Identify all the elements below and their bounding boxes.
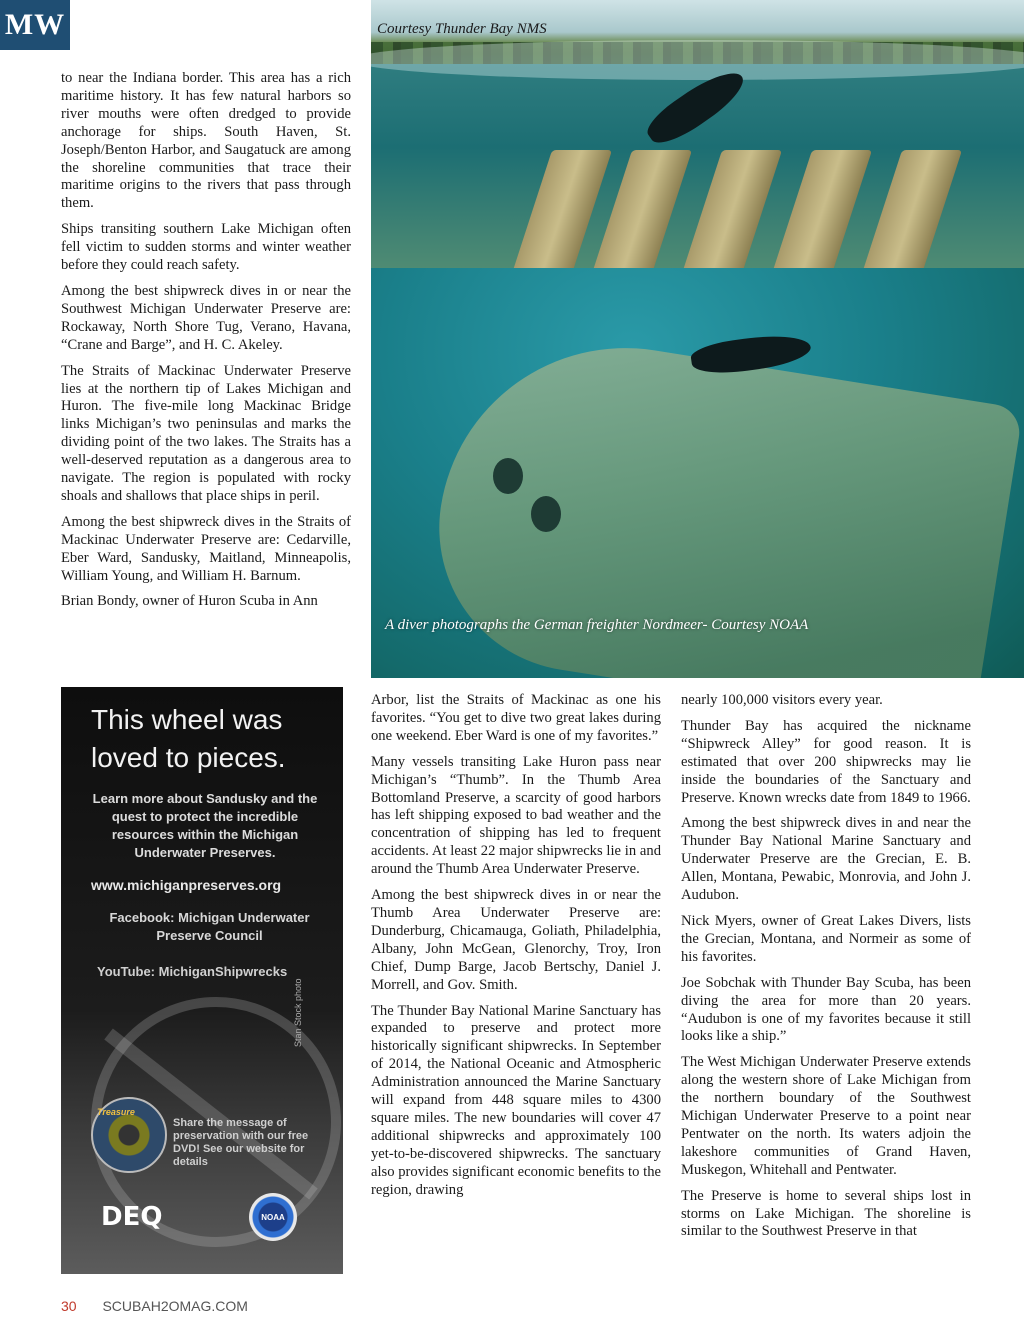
ad-photo-credit: Stan Stock photo bbox=[293, 978, 303, 1047]
page-footer bbox=[61, 1298, 248, 1314]
wreck-timber bbox=[680, 150, 782, 268]
photo-credit-top: Courtesy Thunder Bay NMS bbox=[377, 21, 547, 37]
wreck-timber bbox=[510, 150, 612, 268]
wreck-timber bbox=[860, 150, 962, 268]
photo-top-shipwreck-shallow bbox=[371, 0, 1024, 268]
paragraph: Among the best shipwreck dives in the Straits of Mackinac Underwater Preserve are: Cedarville, Eber Ward, Sandusky, Maitland, Minneapolis, William Young, and William H. Barnum. bbox=[61, 513, 351, 584]
paragraph: Ships transiting southern Lake Michigan often fell victim to sudden storms and winter weather before they could reach safety. bbox=[61, 221, 351, 274]
paragraph: Thunder Bay has acquired the nickname “Shipwreck Alley” for good reason. It is estimated that over 200 shipwrecks may lie inside the boundaries of the Sanctuary and Preserve. Known wrecks date from 1849 to 1966. bbox=[681, 717, 971, 806]
ad-website-link[interactable]: www.michiganpreserves.org bbox=[91, 877, 282, 893]
paragraph: nearly 100,000 visitors every year. bbox=[681, 692, 883, 708]
paragraph: to near the Indiana border. This area has a rich maritime history. It has few natural harbors so river mouths were often dredged to provide anchorage for ships. South Haven, St. Joseph/Benton Harbor, and Saugatuck are among the shoreline communities that trace their maritime origins to the rivers that pass through them. bbox=[61, 70, 351, 212]
page-number: 30 bbox=[61, 1298, 77, 1314]
waterline bbox=[371, 40, 1024, 80]
dvd-label: Treasure bbox=[97, 1107, 135, 1117]
article-column-middle bbox=[371, 692, 661, 1207]
paragraph: Among the best shipwreck dives in or near the Thumb Area Underwater Preserve are: Dunderburg, Chicamauga, Goliath, Philadelphia, Albany, John McGean, Glenorchy, Troy, Iron Chief, Dump Barge, Jacob Bertschy, Daniel J. Morrell, and Gov. Smith. bbox=[371, 887, 661, 993]
article-column-right bbox=[681, 692, 971, 1249]
paragraph: Brian Bondy, owner of Huron Scuba in Ann bbox=[61, 593, 318, 610]
advertisement-michigan-preserves[interactable] bbox=[61, 687, 343, 1274]
paragraph: The Preserve is home to several ships lost in storms on Lake Michigan. The shoreline is similar to the Southwest Preserve in that bbox=[681, 1187, 971, 1240]
paragraph: Many vessels transiting Lake Huron pass near Michigan’s “Thumb”. In the Thumb Area Bottomland Preserve, a scarcity of good harbors has left shipping exposed to bad weather and the concentration of shipping has led to frequent accidents. At least 22 major shipwrecks lie in and around the Thumb Area Underwater Preserve. bbox=[371, 753, 661, 878]
ad-share-text: Share the message of preservation with our free DVD! See our website for details bbox=[173, 1117, 309, 1168]
ad-facebook-text: Facebook: Michigan Underwater Preserve Council bbox=[109, 910, 310, 943]
wreck-timber bbox=[770, 150, 872, 268]
paragraph: The Straits of Mackinac Underwater Preserve lies at the northern tip of Lakes Michigan and Huron. The five-mile long Mackinac Bridge links Michigan’s two peninsulas and marks the dividing point of the two lakes. The Straits has a well-deserved reputation as a dangerous area to navigate. The region is populated with rocky shoals and shallows that place ships in peril. bbox=[61, 362, 351, 504]
paragraph: Arbor, list the Straits of Mackinac as one his favorites. “You get to dive two great lakes during one weekend. Eber Ward is one of my favorites.” bbox=[371, 692, 661, 744]
porthole bbox=[531, 496, 561, 532]
paragraph: Among the best shipwreck dives in or near the Southwest Michigan Underwater Preserve are: Rockaway, North Shore Tug, Verano, Havana, “Crane and Barge”, and H. C. Akeley. bbox=[61, 282, 351, 353]
site-name: SCUBAH2OMAG.COM bbox=[102, 1298, 248, 1314]
porthole bbox=[493, 458, 523, 494]
ad-youtube-text: YouTube: MichiganShipwrecks bbox=[97, 964, 288, 979]
ad-body-text: Learn more about Sandusky and the quest to protect the incredible resources within the Michigan Underwater Preserves. bbox=[92, 791, 318, 860]
deq-logo: DEQ bbox=[101, 1202, 163, 1232]
paragraph: Among the best shipwreck dives in and near the Thunder Bay National Marine Sanctuary and Underwater Preserve are the Grecian, E. B. Allen, Montana, Pewabic, Monrovia, and John J. Audubon. bbox=[681, 815, 971, 904]
paragraph: Joe Sobchak with Thunder Bay Scuba, has been diving the area for more than 20 years. “Audubon is one of my favorites because it still looks like a ship.” bbox=[681, 974, 971, 1045]
photo-caption-bottom: A diver photographs the German freighter Nordmeer- Courtesy NOAA bbox=[385, 617, 809, 633]
section-badge: MW bbox=[0, 0, 70, 50]
noaa-logo: NOAA bbox=[249, 1193, 297, 1241]
paragraph: Nick Myers, owner of Great Lakes Divers, lists the Grecian, Montana, and Normeir as some of his favorites. bbox=[681, 912, 971, 965]
ad-headline: This wheel was loved to pieces. bbox=[91, 704, 286, 773]
paragraph: The West Michigan Underwater Preserve extends along the western shore of Lake Michigan from the northern boundary of the Southwest Michigan Underwater Preserve to a point near Pentwater on the north. Its waters adjoin the lakeshore communities of Grand Haven, Muskegon, Whitehall and Pentwater. bbox=[681, 1054, 971, 1178]
article-column-left bbox=[61, 70, 351, 619]
paragraph: The Thunder Bay National Marine Sanctuary has expanded to preserve and protect more historically significant shipwrecks. In September of 2014, the National Oceanic and Atmospheric Administration announced the Marine Sanctuary will expand from 448 square miles to 4300 square miles. The new boundaries will cover 47 additional shipwrecks and approximately 100 yet-to-be-discovered shipwrecks. The sanctuary also provides significant economic benefits to the region, drawing bbox=[371, 1002, 661, 1198]
